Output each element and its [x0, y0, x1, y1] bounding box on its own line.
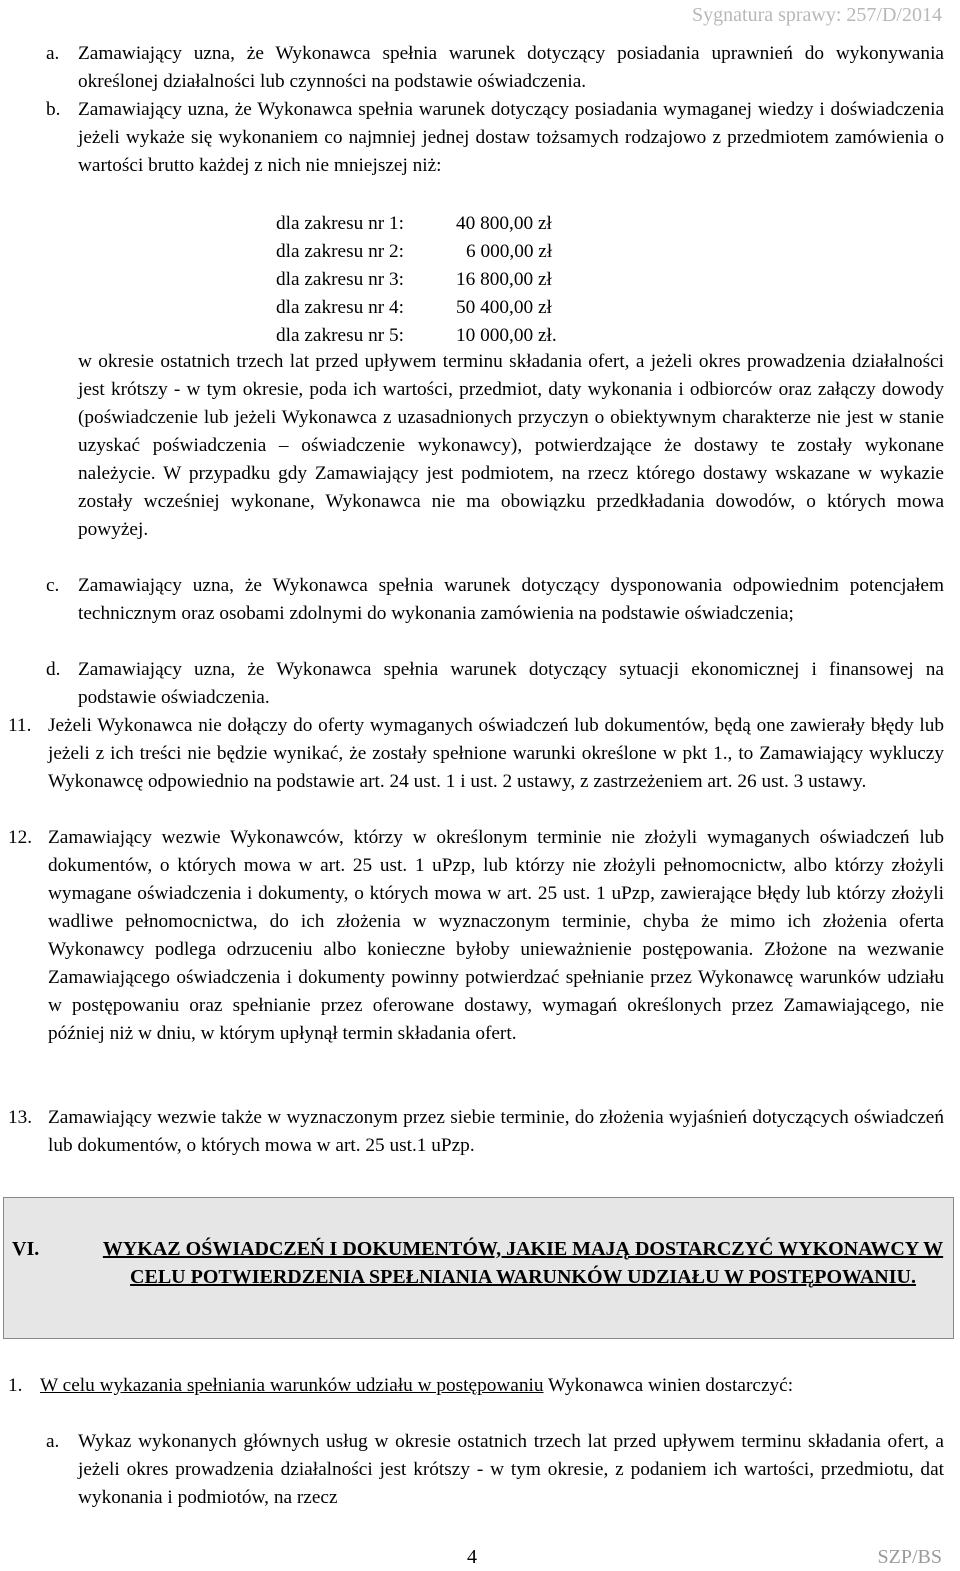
list-item-text: Zamawiający wezwie Wykonawców, którzy w określonym terminie nie złożyli wymaganych oświadczeń lub dokumentów, o których mowa w art. 25 ust. 1 uPzp, lub którzy nie złożyli pełnomocnictw, albo którzy złożyli wymagane oświadczenia i dokumenty, o których mowa w art. 25 ust. 1 uPzp, zawierające błędy lub którzy złożyli wadliwe pełnomocnictwa, do ich złożenia w wyznaczonym terminie, chyba że mimo ich złożenia oferta Wykonawcy podlega odrzuceniu albo konieczne byłoby unieważnienie postępowania. Złożone na wezwanie Zamawiającego oświadczenia i dokumenty powinny potwierdzać spełnianie przez Wykonawcę warunków udziału w postępowaniu oraz spełnianie przez oferowane dostawy, wymagań określonych przez Zamawiającego, nie później niż w dniu, w którym upłynął termin składania ofert.	[48, 827, 944, 1044]
section-item-1a	[46, 1428, 944, 1512]
numbered-item-13	[8, 1104, 944, 1160]
amount-label: dla zakresu nr 4:	[276, 297, 404, 318]
amount-label: dla zakresu nr 3:	[276, 269, 404, 290]
list-marker: 11.	[8, 715, 32, 736]
amount-label: dla zakresu nr 2:	[276, 241, 404, 262]
list-item-text: Zamawiający uzna, że Wykonawca spełnia warunek dotyczący dysponowania odpowiednim potencjałem technicznym oraz osobami zdolnymi do wykonania zamówienia na podstawie oświadczenia;	[78, 575, 944, 624]
section-number: VI.	[12, 1238, 40, 1260]
section-heading-box	[3, 1197, 954, 1339]
amount-value: 16 800,00 zł	[456, 269, 552, 290]
list-marker: c.	[46, 575, 60, 596]
case-signature: Sygnatura sprawy: 257/D/2014	[692, 4, 942, 26]
list-item-a	[46, 40, 944, 96]
list-marker: a.	[46, 43, 60, 64]
list-item-c	[46, 572, 944, 628]
paragraph-text: w okresie ostatnich trzech lat przed upływem terminu składania ofert, a jeżeli okres prowadzenia działalności jest krótszy - w tym okresie, poda ich wartości, przedmiot, daty wykonania i odbiorców oraz załączy dowody (poświadczenie lub jeżeli Wykonawca z uzasadnionych przyczyn o obiektywnym charakterze nie jest w stanie uzyskać poświadczenia – oświadczenie wykonawcy), potwierdzające że dostawy te zostały wykonane należycie. W przypadku gdy Zamawiający jest podmiotem, na rzecz którego dostawy wskazane w wykazie zostały wcześniej wykonane, Wykonawca nie ma obowiązku przedkładania dowodów, o których mowa powyżej.	[78, 351, 944, 540]
amounts-list	[276, 210, 576, 350]
amount-row	[276, 294, 576, 322]
list-marker: b.	[46, 99, 61, 120]
list-item-text: Zamawiający uzna, że Wykonawca spełnia warunek dotyczący posiadania uprawnień do wykonywania określonej działalności lub czynności na podstawie oświadczenia.	[78, 43, 944, 92]
list-marker: d.	[46, 659, 61, 680]
amount-value: 6 000,00 zł	[466, 241, 553, 262]
amount-row	[276, 266, 576, 294]
section-item-1	[8, 1372, 944, 1400]
amount-row	[276, 210, 576, 238]
list-item-text: Zamawiający uzna, że Wykonawca spełnia warunek dotyczący posiadania wymaganej wiedzy i doświadczenia jeżeli wykaże się wykonaniem co najmniej jednej dostaw tożsamych rodzajowo z przedmiotem zamówienia o wartości brutto każdej z nich nie mniejszej niż:	[78, 99, 944, 176]
list-marker: 13.	[8, 1107, 33, 1128]
footer-code: SZP/BS	[877, 1546, 942, 1568]
list-item-text: Zamawiający uzna, że Wykonawca spełnia warunek dotyczący sytuacji ekonomicznej i finansowej na podstawie oświadczenia.	[78, 659, 944, 708]
list-item-d	[46, 656, 944, 712]
list-item-b	[46, 96, 944, 180]
list-item-text: Jeżeli Wykonawca nie dołączy do oferty wymaganych oświadczeń lub dokumentów, będą one zawierały błędy lub jeżeli z ich treści nie będzie wynikać, że zostały spełnione warunki określone w pkt 1., to Zamawiający wykluczy Wykonawcę odpowiednio na podstawie art. 24 ust. 1 i ust. 2 ustawy, z zastrzeżeniem art. 26 ust. 3 ustawy.	[48, 715, 944, 792]
amount-value: 50 400,00 zł	[456, 297, 552, 318]
list-item-b-continuation	[78, 348, 944, 544]
amount-label: dla zakresu nr 1:	[276, 213, 404, 234]
amount-label: dla zakresu nr 5:	[276, 325, 404, 346]
numbered-item-11	[8, 712, 944, 796]
amount-row	[276, 238, 576, 266]
amount-row	[276, 322, 576, 350]
amount-value: 10 000,00 zł.	[456, 325, 557, 346]
page-number: 4	[467, 1546, 477, 1568]
numbered-item-12	[8, 824, 944, 1048]
list-item-text: Wykaz wykonanych głównych usług w okresie ostatnich trzech lat przed upływem terminu składania ofert, a jeżeli okres prowadzenia działalności jest krótszy - w tym okresie, z podaniem ich wartości, przedmiotu, dat wykonania i podmiotów, na rzecz	[78, 1431, 944, 1508]
section-title: WYKAZ OŚWIADCZEŃ I DOKUMENTÓW, JAKIE MAJĄ DOSTARCZYĆ WYKONAWCY W CELU POTWIERDZENIA SPEŁNIANIA WARUNKÓW UDZIAŁU W POSTĘPOWANIU.	[102, 1238, 944, 1288]
list-item-text: Zamawiający wezwie także w wyznaczonym przez siebie terminie, do złożenia wyjaśnień dotyczących oświadczeń lub dokumentów, o których mowa w art. 25 ust.1 uPzp.	[48, 1107, 944, 1156]
list-marker: a.	[46, 1431, 60, 1452]
amount-value: 40 800,00 zł	[456, 213, 552, 234]
list-marker: 12.	[8, 827, 33, 848]
item-text: Wykonawca winien dostarczyć:	[543, 1375, 794, 1396]
list-marker: 1.	[8, 1375, 23, 1396]
underlined-phrase: W celu wykazania spełniania warunków udziału w postępowaniu	[40, 1375, 544, 1396]
